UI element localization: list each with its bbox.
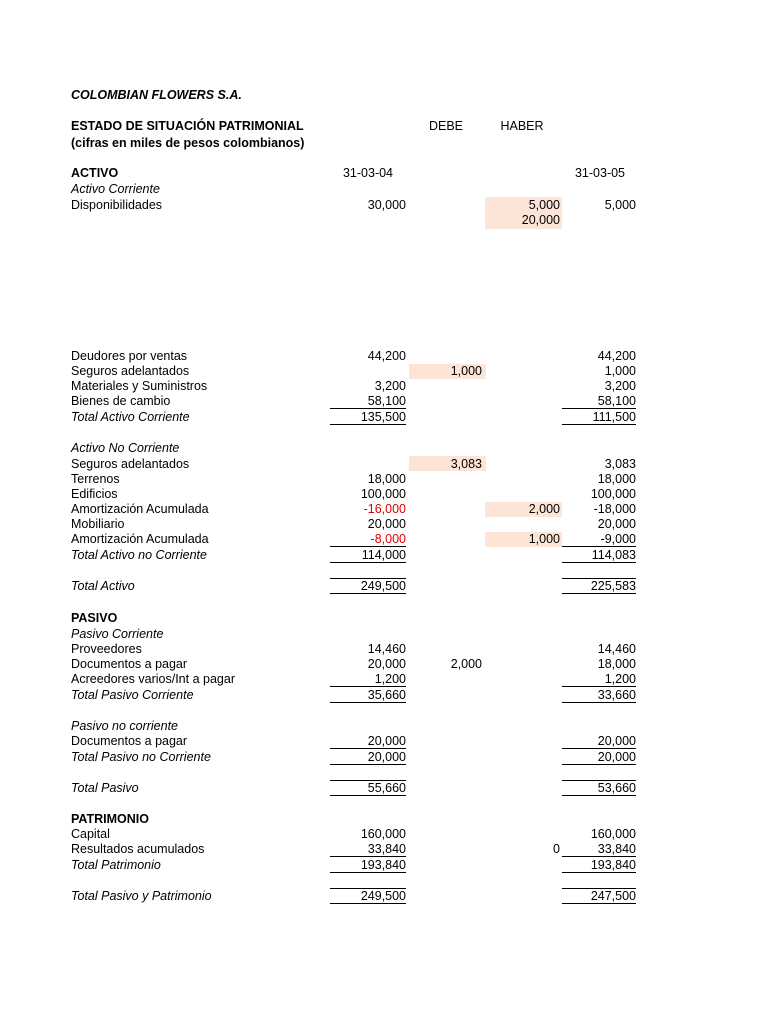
value-2004: 33,840	[330, 842, 406, 857]
total-label: Total Pasivo Corriente	[71, 688, 194, 702]
total-label: Total Activo no Corriente	[71, 548, 207, 562]
debe-value: 2,000	[450, 657, 482, 671]
debe-value: 1,000	[450, 364, 482, 378]
value-2005: 44,200	[597, 349, 636, 363]
total-2004: 35,660	[330, 688, 406, 703]
value-2005: 160,000	[590, 827, 636, 841]
value-2004: 30,000	[367, 198, 406, 212]
total-label: Total Activo	[71, 579, 135, 593]
value-2004: 14,460	[367, 642, 406, 656]
value-2005: 18,000	[597, 472, 636, 486]
debe-header: DEBE	[428, 119, 464, 133]
haber-value: 20,000	[521, 213, 560, 227]
total-2004: 249,500	[330, 578, 406, 594]
value-2005: 3,083	[604, 457, 636, 471]
row-label: Amortización Acumulada	[71, 502, 209, 516]
value-2004: 18,000	[367, 472, 406, 486]
total-2004: 193,840	[330, 858, 406, 873]
report-title: ESTADO DE SITUACIÓN PATRIMONIAL	[71, 119, 304, 133]
value-2004: 20,000	[330, 734, 406, 749]
value-2004: 20,000	[367, 517, 406, 531]
report-subtitle: (cifras en miles de pesos colombianos)	[71, 136, 305, 150]
total-2004: 135,500	[330, 410, 406, 425]
row-label: Mobiliario	[71, 517, 125, 531]
total-label: Total Pasivo	[71, 781, 139, 795]
value-2005: -9,000	[562, 532, 636, 547]
grand-total-label: Total Pasivo y Patrimonio	[71, 889, 212, 903]
row-label: Seguros adelantados	[71, 457, 190, 471]
value-2005: 1,000	[604, 364, 636, 378]
row-label: Disponibilidades	[71, 198, 163, 212]
total-2004: 114,000	[330, 548, 406, 563]
total-label: Total Patrimonio	[71, 858, 161, 872]
row-label: Deudores por ventas	[71, 349, 188, 363]
value-2004: 44,200	[367, 349, 406, 363]
total-2004: 55,660	[330, 780, 406, 796]
date-col-1: 31-03-04	[342, 166, 394, 180]
row-label: Edificios	[71, 487, 118, 501]
activo-heading: ACTIVO	[71, 166, 119, 180]
value-2005: 20,000	[597, 517, 636, 531]
value-2005: -18,000	[593, 502, 636, 516]
value-2005: 33,840	[562, 842, 636, 857]
haber-value: 5,000	[528, 198, 560, 212]
row-label: Acreedores varios/Int a pagar	[71, 672, 235, 686]
value-2004: 58,100	[330, 394, 406, 409]
pasivo-corriente-heading: Pasivo Corriente	[71, 627, 164, 641]
value-2005: 18,000	[597, 657, 636, 671]
haber-value: 2,000	[528, 502, 560, 516]
total-label: Total Activo Corriente	[71, 410, 190, 424]
total-2005: 20,000	[562, 750, 636, 765]
row-label: Documentos a pagar	[71, 734, 188, 748]
value-2004: 160,000	[360, 827, 406, 841]
value-2004-negative: -8,000	[330, 532, 406, 547]
haber-header: HABER	[500, 119, 544, 133]
activo-no-corriente-heading: Activo No Corriente	[71, 441, 180, 455]
pasivo-no-corriente-heading: Pasivo no corriente	[71, 719, 179, 733]
value-2004: 1,200	[330, 672, 406, 687]
total-2005: 193,840	[562, 858, 636, 873]
total-2005: 114,083	[562, 548, 636, 563]
value-2004-negative: -16,000	[363, 502, 406, 516]
row-label: Documentos a pagar	[71, 657, 188, 671]
company-name: COLOMBIAN FLOWERS S.A.	[71, 88, 242, 102]
total-label: Total Pasivo no Corriente	[71, 750, 211, 764]
grand-total-2005: 247,500	[562, 888, 636, 904]
total-2005: 53,660	[562, 780, 636, 796]
value-2005: 1,200	[562, 672, 636, 687]
row-label: Proveedores	[71, 642, 142, 656]
patrimonio-heading: PATRIMONIO	[71, 812, 150, 826]
value-2005: 5,000	[604, 198, 636, 212]
value-2005: 58,100	[562, 394, 636, 409]
total-2005: 225,583	[562, 578, 636, 594]
value-2004: 3,200	[374, 379, 406, 393]
row-label: Seguros adelantados	[71, 364, 190, 378]
value-2004: 20,000	[367, 657, 406, 671]
total-2004: 20,000	[330, 750, 406, 765]
value-2005: 100,000	[590, 487, 636, 501]
row-label: Resultados acumulados	[71, 842, 205, 856]
row-label: Amortización Acumulada	[71, 532, 209, 546]
haber-value: 1,000	[528, 532, 560, 546]
value-2005: 20,000	[562, 734, 636, 749]
total-2005: 33,660	[562, 688, 636, 703]
row-label: Materiales y Suministros	[71, 379, 208, 393]
haber-value: 0	[553, 842, 560, 856]
debe-value: 3,083	[450, 457, 482, 471]
row-label: Capital	[71, 827, 110, 841]
total-2005: 111,500	[562, 410, 636, 425]
value-2005: 3,200	[604, 379, 636, 393]
value-2004: 100,000	[360, 487, 406, 501]
pasivo-heading: PASIVO	[71, 611, 118, 625]
row-label: Bienes de cambio	[71, 394, 171, 408]
date-col-2: 31-03-05	[574, 166, 626, 180]
grand-total-2004: 249,500	[330, 888, 406, 904]
row-label: Terrenos	[71, 472, 120, 486]
value-2005: 14,460	[597, 642, 636, 656]
activo-corriente-heading: Activo Corriente	[71, 182, 160, 196]
